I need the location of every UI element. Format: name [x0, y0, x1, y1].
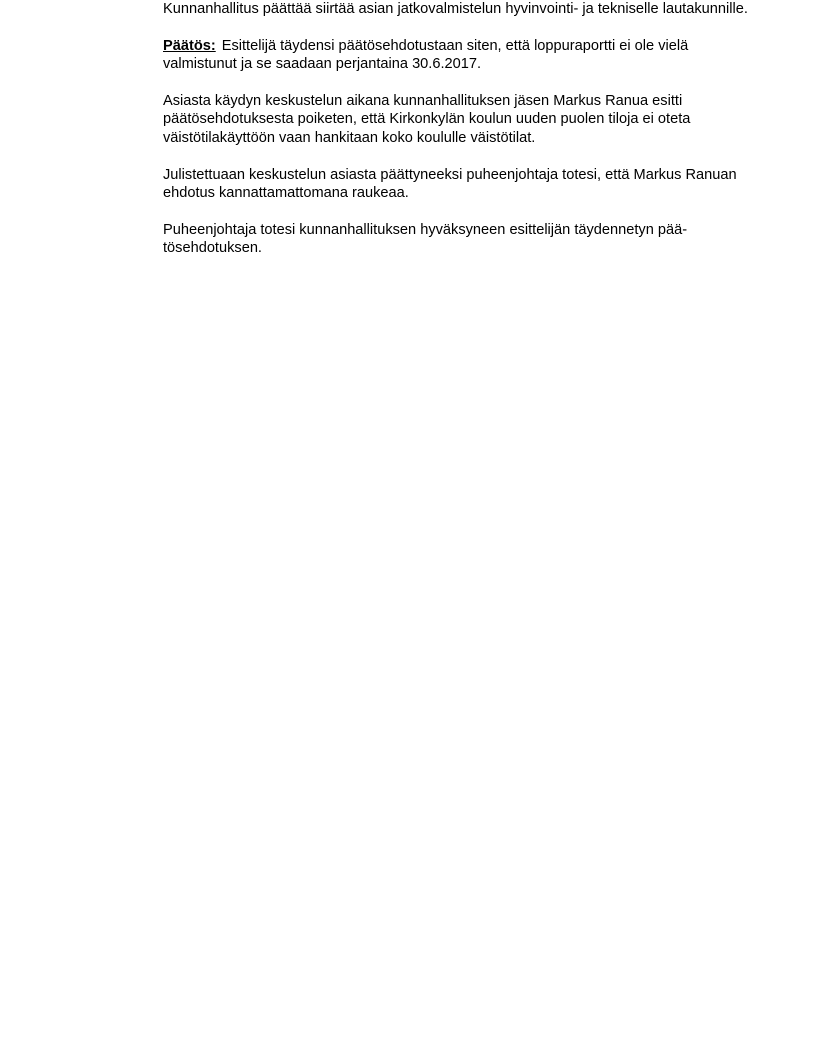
paragraph-discussion	[163, 92, 748, 147]
paragraph-conclusion	[163, 166, 748, 203]
document-body	[163, 0, 748, 276]
paragraph-text: Kunnanhallitus päättää siirtää asian jatkovalmistelun hyvinvointi- ja tekniselle lautakunnille.	[163, 1, 748, 17]
paragraph-text: Esittelijä täydensi päätösehdotustaan siten, että loppuraportti ei ole vielä valmistunut ja se saadaan perjantaina 30.6.2017.	[163, 37, 689, 73]
paragraph-text: Asiasta käydyn keskustelun aikana kunnanhallituksen jäsen Markus Ranua esitti päätösehdotuksesta poiketen, että Kirkonkylän koulun uuden puolen tiloja ei oteta väistötilakäyttöön vaan hankitaan koko koululle väistötilat.	[163, 93, 691, 146]
paragraph-approval	[163, 221, 748, 258]
paragraph-text: Julistettuaan keskustelun asiasta päättyneeksi puheenjohtaja totesi, että Markus Ranuan ehdotus kannattamattomana raukeaa.	[163, 166, 737, 202]
paragraph-decision	[163, 37, 748, 74]
paragraph-proposal	[163, 0, 748, 18]
decision-label: Päätös:	[163, 37, 216, 54]
paragraph-text: Puheenjohtaja totesi kunnanhallituksen hyväksyneen esittelijän täydennetyn pää-tösehdotuksen.	[163, 221, 688, 257]
